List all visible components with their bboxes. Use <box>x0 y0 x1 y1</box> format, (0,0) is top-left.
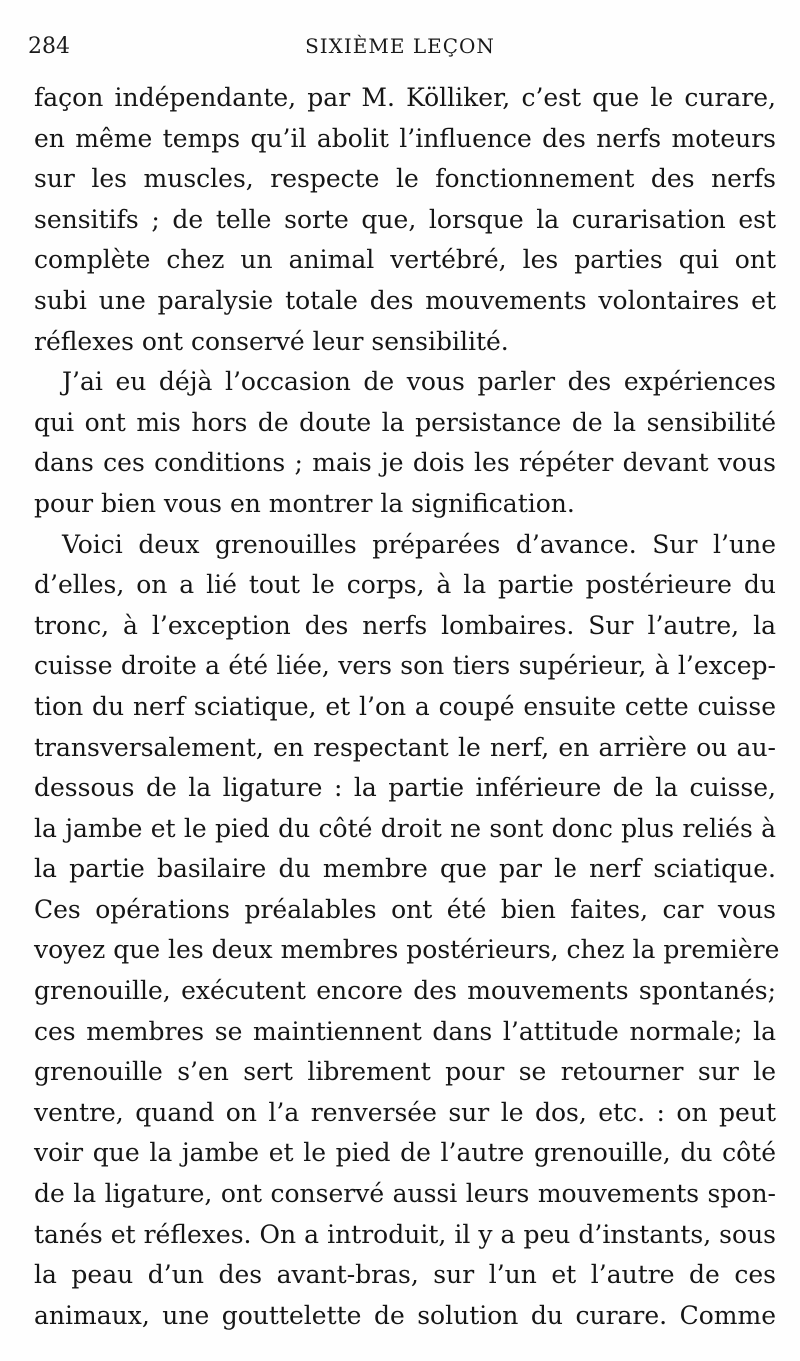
text-line: sensitifs ; de telle sorte que, lorsque la curarisation est <box>34 204 776 234</box>
text-line: cuisse droite a été liée, vers son tiers supérieur, à l’excep- <box>34 651 776 681</box>
text-line: façon indépendante, par M. Kölliker, c’est que le curare, <box>34 83 776 112</box>
text-line: J’ai eu déjà l’occasion de vous parler des expériences <box>62 367 776 397</box>
text-line: complète chez un animal vertébré, les parties qui ont <box>34 245 776 275</box>
text-line: animaux, une gouttelette de solution du curare. Comme <box>34 1300 776 1330</box>
text-line: qui ont mis hors de doute la persistance de la sensibilité <box>34 407 776 437</box>
text-line: tanés et réflexes. On a introduit, il y a peu d’instants, sous <box>34 1219 776 1249</box>
text-line: d’elles, on a lié tout le corps, à la partie postérieure du <box>34 570 776 600</box>
body-text <box>34 78 780 1336</box>
text-line: grenouille, exécutent encore des mouvements spontanés; <box>34 976 776 1006</box>
text-line: voyez que les deux membres postérieurs, chez la première <box>34 935 780 965</box>
text-line: dans ces conditions ; mais je dois les répéter devant vous <box>34 448 776 478</box>
page-number: 284 <box>28 34 70 59</box>
text-line: pour bien vous en montrer la signification. <box>34 488 575 518</box>
text-line: dessous de la ligature : la partie inférieure de la cuisse, <box>34 773 776 803</box>
text-line: la peau d’un des avant-bras, sur l’un et l’autre de ces <box>34 1260 776 1290</box>
text-line: grenouille s’en sert librement pour se retourner sur le <box>34 1057 776 1087</box>
text-line: subi une paralysie totale des mouvements volontaires et <box>34 285 776 315</box>
text-line: Ces opérations préalables ont été bien faites, car vous <box>34 894 776 924</box>
text-line: transversalement, en respectant le nerf, en arrière ou au- <box>34 732 776 762</box>
text-line: sur les muscles, respecte le fonctionnement des nerfs <box>34 164 776 194</box>
text-line: Voici deux grenouilles préparées d’avance. Sur l’une <box>62 529 776 559</box>
running-head: SIXIÈME LEÇON <box>305 34 495 58</box>
page-header <box>28 34 772 68</box>
text-line: tronc, à l’exception des nerfs lombaires. Sur l’autre, la <box>34 610 776 640</box>
text-line: la jambe et le pied du côté droit ne sont donc plus reliés à <box>34 813 776 843</box>
text-line: tion du nerf sciatique, et l’on a coupé ensuite cette cuisse <box>34 691 776 721</box>
text-line: la partie basilaire du membre que par le nerf sciatique. <box>34 854 776 884</box>
text-line: en même temps qu’il abolit l’influence des nerfs moteurs <box>34 123 776 153</box>
text-line: de la ligature, ont conservé aussi leurs mouvements spon- <box>34 1179 776 1209</box>
text-line: voir que la jambe et le pied de l’autre grenouille, du côté <box>34 1138 776 1168</box>
text-line: réflexes ont conservé leur sensibilité. <box>34 326 509 356</box>
text-line: ventre, quand on l’a renversée sur le dos, etc. : on peut <box>34 1097 776 1127</box>
text-line: ces membres se maintiennent dans l’attitude normale; la <box>34 1016 776 1046</box>
